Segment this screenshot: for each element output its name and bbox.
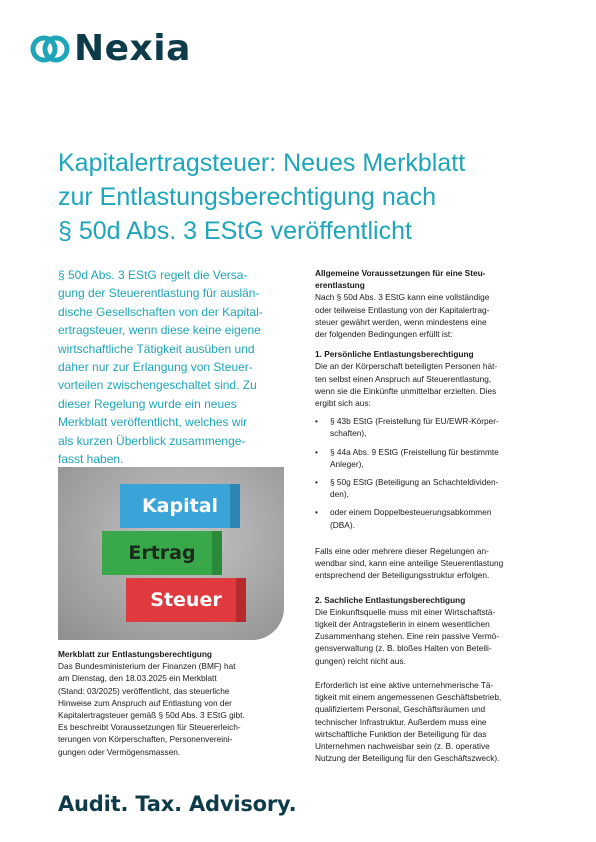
text-line: Die an der Körperschaft beteiligten Personen hät-: [315, 361, 498, 372]
text-line: tigkeit der Antragstellerin in einem wesentlichen: [315, 619, 490, 630]
list-item: • § 44a Abs. 9 EStG (Freistellung für bestimmte Anleger),: [315, 446, 547, 470]
title-line: § 50d Abs. 3 EStG veröffentlicht: [58, 217, 412, 245]
caption-heading: Merkblatt zur Entlastungsberechtigung: [58, 649, 212, 659]
text-line: gungen) reicht nicht aus.: [315, 655, 406, 666]
text-line: entsprechend der Beteiligungsstruktur erfolgen.: [315, 570, 490, 581]
lead-line: ertragsteuer, wenn diese keine eigene: [58, 323, 261, 338]
block-steuer: Steuer: [126, 578, 246, 622]
lead-line: dieser Regelung wurde ein neues: [58, 396, 237, 411]
blocks-photo: [58, 467, 284, 640]
text-line: Zusammenhang stehen. Eine rein passive Vermö-: [315, 631, 500, 642]
lead-line: § 50d Abs. 3 EStG regelt die Versa-: [58, 268, 248, 282]
lead-paragraph: [58, 266, 290, 468]
caption-section: [58, 648, 290, 758]
list-item: • § 43b EStG (Freistellung für EU/EWR-Körper- schaften),: [315, 415, 547, 439]
nexia-logo-icon: [30, 29, 70, 69]
text-line: wirtschaftliche Funktion der Beteiligung für das: [315, 728, 487, 739]
text-line: steuer gewährt werden, wenn mindestens eine: [315, 316, 487, 327]
section-heading: erentlastung: [315, 280, 365, 291]
caption-line: Kapitalertragsteuer gemäß § 50d Abs. 3 EStG gibt.: [58, 710, 245, 721]
section-heading: Allgemeine Voraussetzungen für eine Steu-: [315, 268, 486, 278]
text-line: der folgenden Bedingungen erfüllt ist:: [315, 329, 453, 340]
block-ertrag: Ertrag: [102, 531, 222, 575]
lead-line: wirtschaftliche Tätigkeit ausüben und: [58, 341, 255, 356]
lead-line: gung der Steuerentlastung für auslän-: [58, 286, 260, 301]
text-line: tigkeit mit einem angemessenen Geschäftsbetrieb,: [315, 692, 502, 703]
caption-line: Hinweise zum Anspruch auf Entlastung von der: [58, 697, 232, 708]
caption-line: terungen von Körperschaften, Personenvereini-: [58, 734, 233, 745]
text-line: Falls eine oder mehrere dieser Regelungen an-: [315, 545, 489, 556]
lead-line: vorteilen zwischengeschaltet sind. Zu: [58, 378, 257, 393]
title-line: Kapitalertragsteuer: Neues Merkblatt: [58, 149, 466, 177]
footer-tagline: Audit. Tax. Advisory.: [58, 792, 297, 816]
bullet-list: [315, 415, 547, 531]
page-title: [58, 146, 578, 248]
subsection-heading: 2. Sachliche Entlastungsberechtigung: [315, 594, 466, 605]
text-line: Nutzung der Beteiligung für den Geschäftszweck).: [315, 753, 500, 764]
brand-name: Nexia: [74, 28, 191, 69]
text-line: technischer Infrastruktur. Außerdem muss eine: [315, 716, 487, 727]
caption-line: am Dienstag, den 18.03.2025 ein Merkblatt: [58, 673, 217, 684]
caption-line: Es beschreibt Voraussetzungen für Steuererleich-: [58, 722, 241, 733]
text-line: wendbar sind, kann eine anteilige Steuerentlastung: [315, 558, 504, 569]
right-column: [315, 267, 547, 764]
text-line: qualifiziertem Personal, Geschäftsräumen und: [315, 704, 486, 715]
lead-line: als kurzen Überblick zusammenge-: [58, 433, 246, 448]
caption-line: gungen oder Vermögensmassen.: [58, 746, 181, 757]
title-line: zur Entlastungsberechtigung nach: [58, 183, 437, 211]
nexia-logo: [30, 26, 191, 72]
text-line: oder teilweise Entlastung von der Kapitalertrag-: [315, 304, 490, 315]
caption-line: (Stand: 03/2025) veröffentlicht, das steuerliche: [58, 685, 230, 696]
lead-line: fasst haben.: [58, 452, 124, 467]
lead-line: Merkblatt veröffentlicht, welches wir: [58, 415, 248, 430]
caption-line: Das Bundesministerium der Finanzen (BMF) hat: [58, 661, 236, 672]
lead-line: dische Gesellschaften von der Kapital-: [58, 304, 263, 319]
list-item: • § 50g EStG (Beteiligung an Schachteldividen- den),: [315, 476, 547, 500]
text-line: Erforderlich ist eine aktive unternehmerische Tä-: [315, 680, 494, 691]
list-item: • oder einem Doppelbesteuerungsabkommen (DBA).: [315, 506, 547, 530]
text-line: wenn sie die Einkünfte unmittelbar erzielten. Dies: [315, 385, 497, 396]
subsection-heading: 1. Persönliche Entlastungsberechtigung: [315, 349, 474, 360]
text-line: gensverwaltung (z. B. bloßes Halten von Beteili-: [315, 643, 492, 654]
block-kapital: Kapital: [120, 484, 240, 528]
text-line: ergibt sich aus:: [315, 398, 371, 409]
text-line: Nach § 50d Abs. 3 EStG kann eine vollständige: [315, 292, 490, 303]
text-line: Die Einkunftsquelle muss mit einer Wirtschaftstä-: [315, 606, 496, 617]
text-line: ten selbst einen Anspruch auf Steuerentlastung,: [315, 373, 492, 384]
lead-line: daher nur zur Erlangung von Steuer-: [58, 360, 253, 375]
text-line: Unternehmen nachweisbar sein (z. B. operative: [315, 741, 490, 752]
